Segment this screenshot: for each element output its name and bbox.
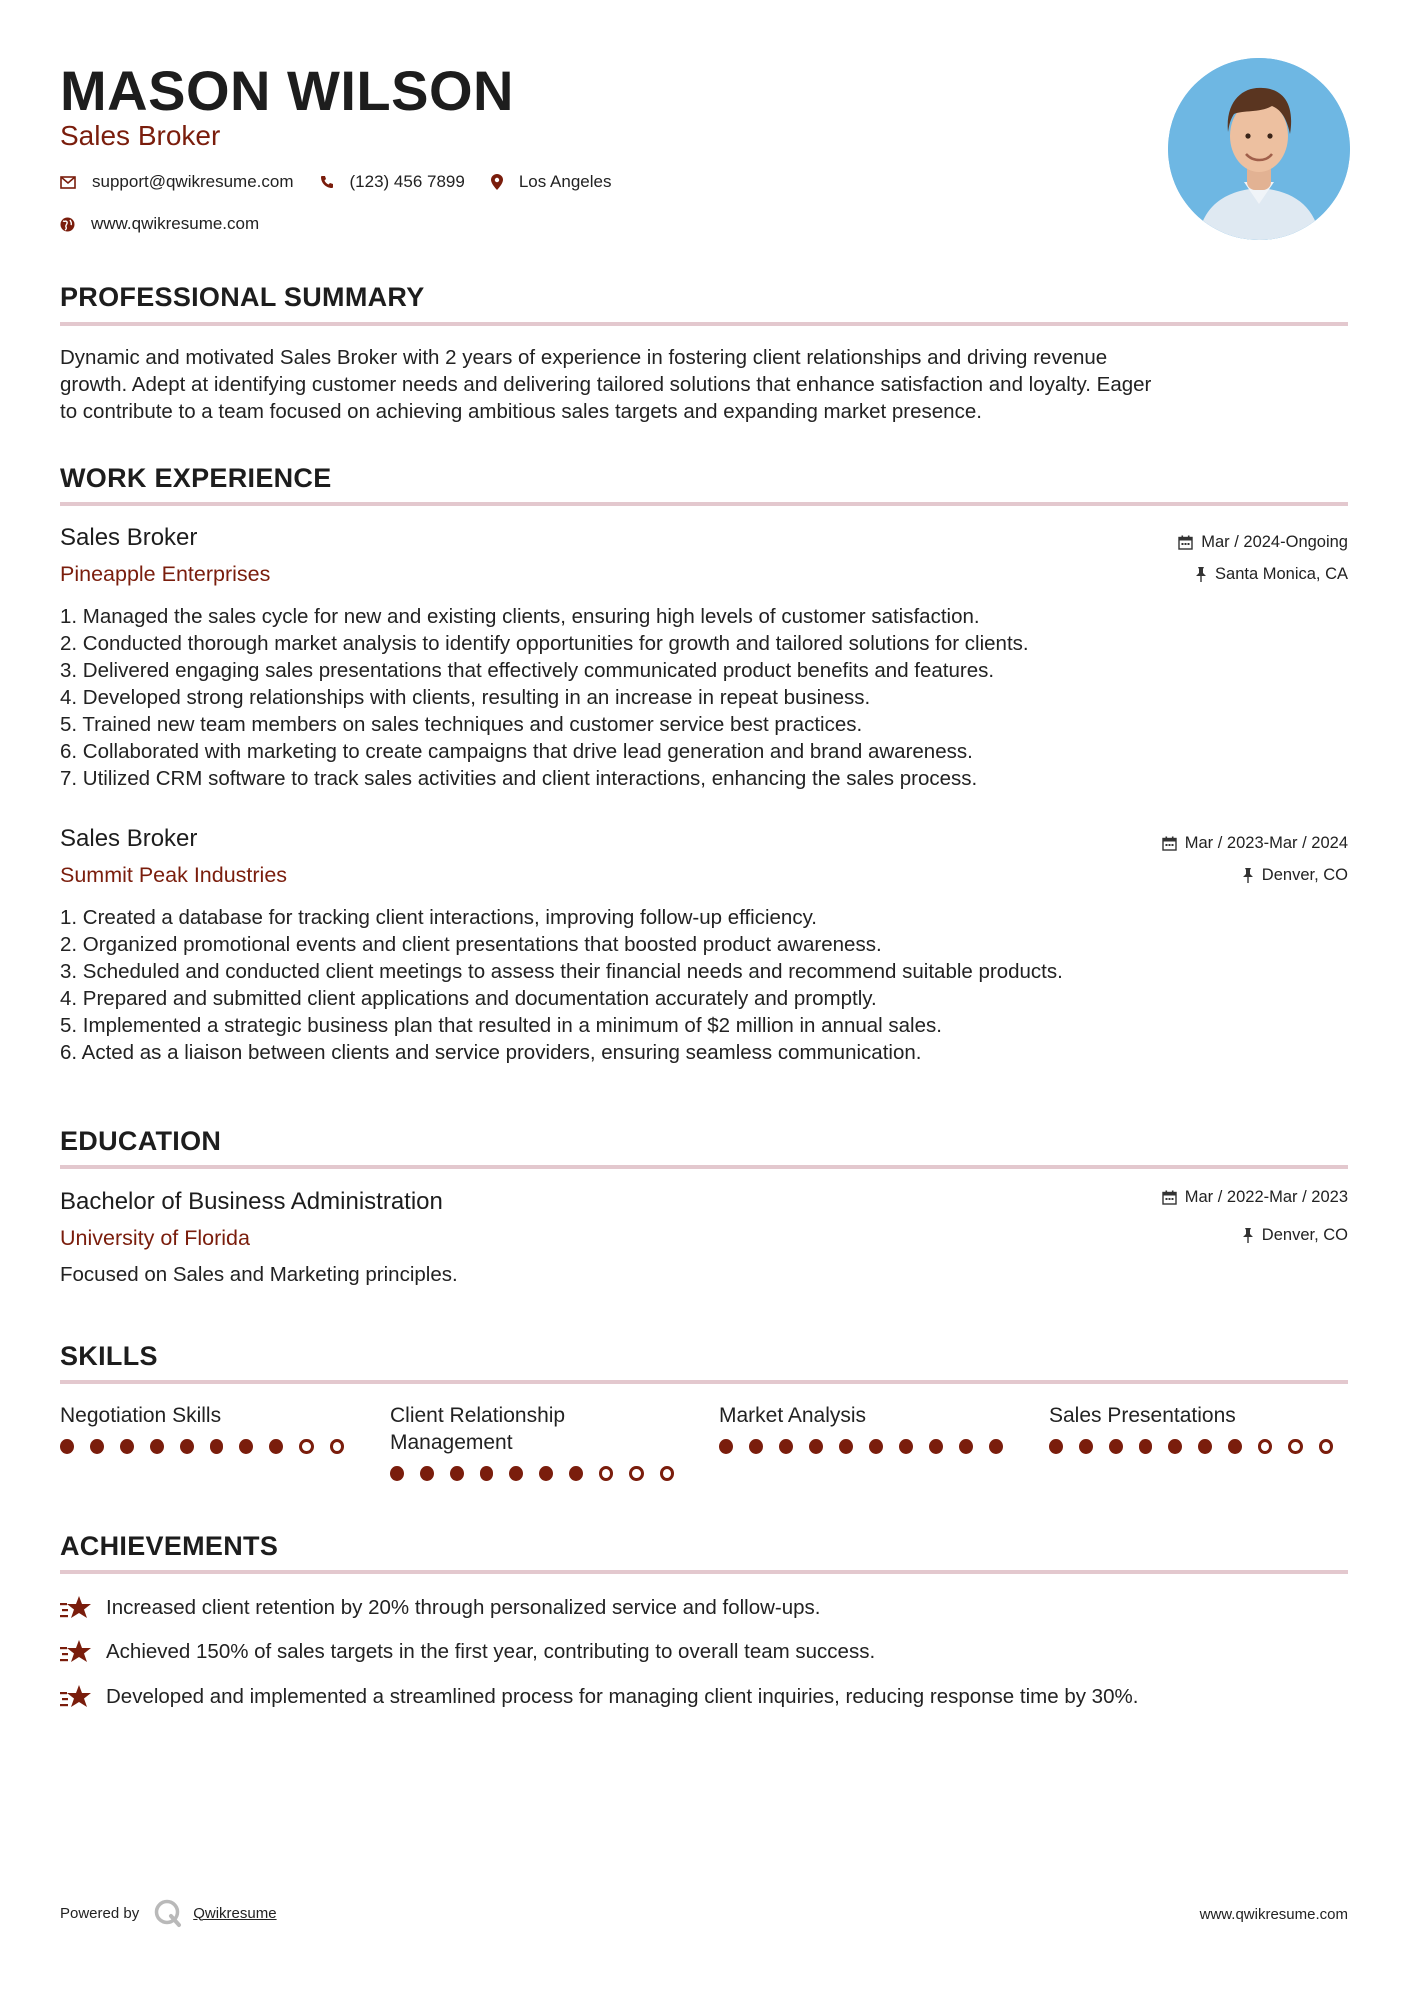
powered-by-text: Powered by [60,1904,140,1922]
phone-text: (123) 456 7899 [349,172,465,191]
job-bullet: 1. Created a database for tracking client interactions, improving follow-up efficiency. [60,906,817,929]
globe-icon [60,217,75,232]
rating-dot-empty [599,1466,613,1481]
summary-line: Dynamic and motivated Sales Broker with 2 years of experience in fostering client relationships and driving revenue [60,346,1108,369]
phone-icon [320,175,334,189]
rating-dot-filled [569,1466,583,1481]
job-bullet: 2. Conducted thorough market analysis to identify opportunities for growth and tailored solutions for clients. [60,632,1029,655]
education-location-text: Denver, CO [1261,1226,1348,1244]
map-pin-icon [491,174,503,190]
job-dates-text: Mar / 2023-Mar / 2024 [1184,834,1348,852]
rating-dot-filled [929,1439,943,1454]
skill-rating [60,1439,360,1454]
pushpin-icon [1242,868,1254,883]
job-title: Sales Broker [60,524,198,551]
star-award-icon [60,1683,92,1711]
pushpin-icon [1195,567,1207,582]
pushpin-icon [1242,1228,1254,1243]
rating-dot-filled [480,1466,494,1481]
qwikresume-logo-icon [153,1898,183,1928]
job-location [1195,565,1348,584]
job-bullet: 3. Scheduled and conducted client meetings to assess their financial needs and recommend suitable products. [60,960,1063,983]
skill-name-line: Sales Presentations [1049,1404,1236,1427]
job-dates [1178,533,1348,552]
contact-row-2 [60,214,285,234]
job-bullet: 6. Acted as a liaison between clients and service providers, ensuring seamless communication. [60,1041,922,1064]
job-location-text: Santa Monica, CA [1215,565,1348,583]
job-bullet: 4. Developed strong relationships with clients, resulting in an increase in repeat business. [60,686,871,709]
rating-dot-filled [779,1439,793,1454]
rating-dot-filled [150,1439,164,1454]
skill-rating [1049,1439,1349,1454]
rating-dot-filled [1168,1439,1182,1454]
brand-link[interactable]: Qwikresume [193,1904,277,1922]
rating-dot-filled [959,1439,973,1454]
job-bullet: 2. Organized promotional events and client presentations that boosted product awareness. [60,933,882,956]
envelope-icon [60,176,76,189]
rating-dot-filled [90,1439,104,1454]
rating-dot-filled [1228,1439,1242,1454]
rating-dot-filled [989,1439,1003,1454]
rating-dot-filled [390,1466,404,1481]
calendar-icon [1162,1190,1177,1205]
job-bullets [60,904,1348,1066]
job-location [1242,866,1348,885]
job-bullet: 3. Delivered engaging sales presentations that effectively communicated product benefits and features. [60,659,995,682]
job-bullet: 4. Prepared and submitted client applications and documentation accurately and promptly. [60,987,877,1010]
skill-rating [719,1439,1019,1454]
rating-dot-filled [869,1439,883,1454]
rating-dot-filled [839,1439,853,1454]
job-bullet: 7. Utilized CRM software to track sales activities and client interactions, enhancing the sales process. [60,767,978,790]
job-dates [1162,834,1348,853]
profile-photo [1168,58,1350,240]
contact-website[interactable] [60,214,259,234]
section-title-achievements: ACHIEVEMENTS [60,1531,279,1561]
summary-line: to contribute to a team focused on achieving ambitious sales targets and expanding market presence. [60,400,982,423]
skill-name-line: Negotiation Skills [60,1404,222,1427]
contact-location [491,172,612,192]
achievement-text: Achieved 150% of sales targets in the first year, contributing to overall team success. [106,1640,876,1663]
education-dates-text: Mar / 2022-Mar / 2023 [1184,1188,1348,1206]
calendar-icon [1178,535,1193,550]
job-company: Summit Peak Industries [60,863,288,887]
rating-dot-filled [749,1439,763,1454]
rating-dot-filled [210,1439,224,1454]
star-award-icon [60,1638,92,1666]
skill-name [1049,1402,1349,1429]
section-title-education: EDUCATION [60,1126,222,1156]
candidate-name: MASON WILSON [60,59,514,122]
rating-dot-filled [509,1466,523,1481]
rating-dot-filled [180,1439,194,1454]
contact-row [60,172,637,192]
rating-dot-empty [299,1439,313,1454]
rating-dot-filled [1079,1439,1093,1454]
rating-dot-empty [1258,1439,1272,1454]
rating-dot-filled [420,1466,434,1481]
skill-name [60,1402,360,1429]
achievement-item [60,1638,875,1666]
job-title: Sales Broker [60,825,198,852]
job-company: Pineapple Enterprises [60,562,271,586]
section-divider [60,1380,1348,1384]
rating-dot-filled [269,1439,283,1454]
location-text: Los Angeles [518,172,612,191]
rating-dot-filled [809,1439,823,1454]
rating-dot-filled [719,1439,733,1454]
rating-dot-filled [539,1466,553,1481]
resume-page [60,0,1348,1990]
rating-dot-empty [1319,1439,1333,1454]
achievement-text: Increased client retention by 20% through personalized service and follow-ups. [106,1596,821,1619]
section-divider [60,322,1348,326]
skill-item [1049,1402,1349,1454]
skill-rating [390,1466,690,1481]
skill-item [390,1402,690,1481]
skill-item [719,1402,1019,1454]
achievement-item [60,1683,1138,1711]
section-divider [60,502,1348,506]
section-divider [60,1570,1348,1574]
rating-dot-empty [1288,1439,1302,1454]
job-location-text: Denver, CO [1261,866,1348,884]
rating-dot-filled [899,1439,913,1454]
job-bullet: 5. Trained new team members on sales techniques and customer service best practices. [60,713,863,736]
rating-dot-empty [330,1439,344,1454]
website-text: www.qwikresume.com [91,214,260,233]
job-bullet: 5. Implemented a strategic business plan that resulted in a minimum of $2 million in annual sales. [60,1014,942,1037]
section-title-experience: WORK EXPERIENCE [60,463,332,493]
education-degree: Bachelor of Business Administration [60,1188,443,1215]
rating-dot-empty [629,1466,643,1481]
achievement-item [60,1594,821,1622]
contact-phone[interactable] [320,172,465,192]
star-award-icon [60,1594,92,1622]
education-location [1242,1226,1348,1245]
education-note: Focused on Sales and Marketing principles. [60,1263,458,1286]
skill-name [390,1402,690,1456]
summary-line: growth. Adept at identifying customer needs and delivering tailored solutions that enhance satisfaction and loyalty. Eager [60,373,1152,396]
candidate-role: Sales Broker [60,120,221,151]
skill-name-line: Client Relationship [390,1404,566,1427]
summary-text [60,344,1348,425]
job-bullets [60,603,1348,792]
rating-dot-empty [660,1466,674,1481]
skill-item [60,1402,360,1454]
section-divider [60,1165,1348,1169]
rating-dot-filled [1139,1439,1153,1454]
rating-dot-filled [239,1439,253,1454]
skill-name-line: Management [390,1431,513,1454]
job-dates-text: Mar / 2024-Ongoing [1201,533,1348,551]
footer-url[interactable]: www.qwikresume.com [1199,1906,1348,1923]
rating-dot-filled [450,1466,464,1481]
rating-dot-filled [1109,1439,1123,1454]
footer-powered-by [60,1898,277,1928]
section-title-skills: SKILLS [60,1341,158,1371]
rating-dot-filled [60,1439,74,1454]
contact-email[interactable] [60,172,294,192]
rating-dot-filled [1049,1439,1063,1454]
rating-dot-filled [1198,1439,1212,1454]
skill-name-line: Market Analysis [719,1404,867,1427]
education-school: University of Florida [60,1226,250,1250]
job-bullet: 1. Managed the sales cycle for new and existing clients, ensuring high levels of customer satisfaction. [60,605,980,628]
section-title-summary: PROFESSIONAL SUMMARY [60,282,425,312]
rating-dot-filled [120,1439,134,1454]
skill-name [719,1402,1019,1429]
calendar-icon [1162,836,1177,851]
education-dates [1162,1188,1348,1207]
achievement-text: Developed and implemented a streamlined process for managing client inquiries, reducing response time by 30%. [106,1685,1139,1708]
job-bullet: 6. Collaborated with marketing to create campaigns that drive lead generation and brand awareness. [60,740,973,763]
email-text: support@qwikresume.com [92,172,294,191]
